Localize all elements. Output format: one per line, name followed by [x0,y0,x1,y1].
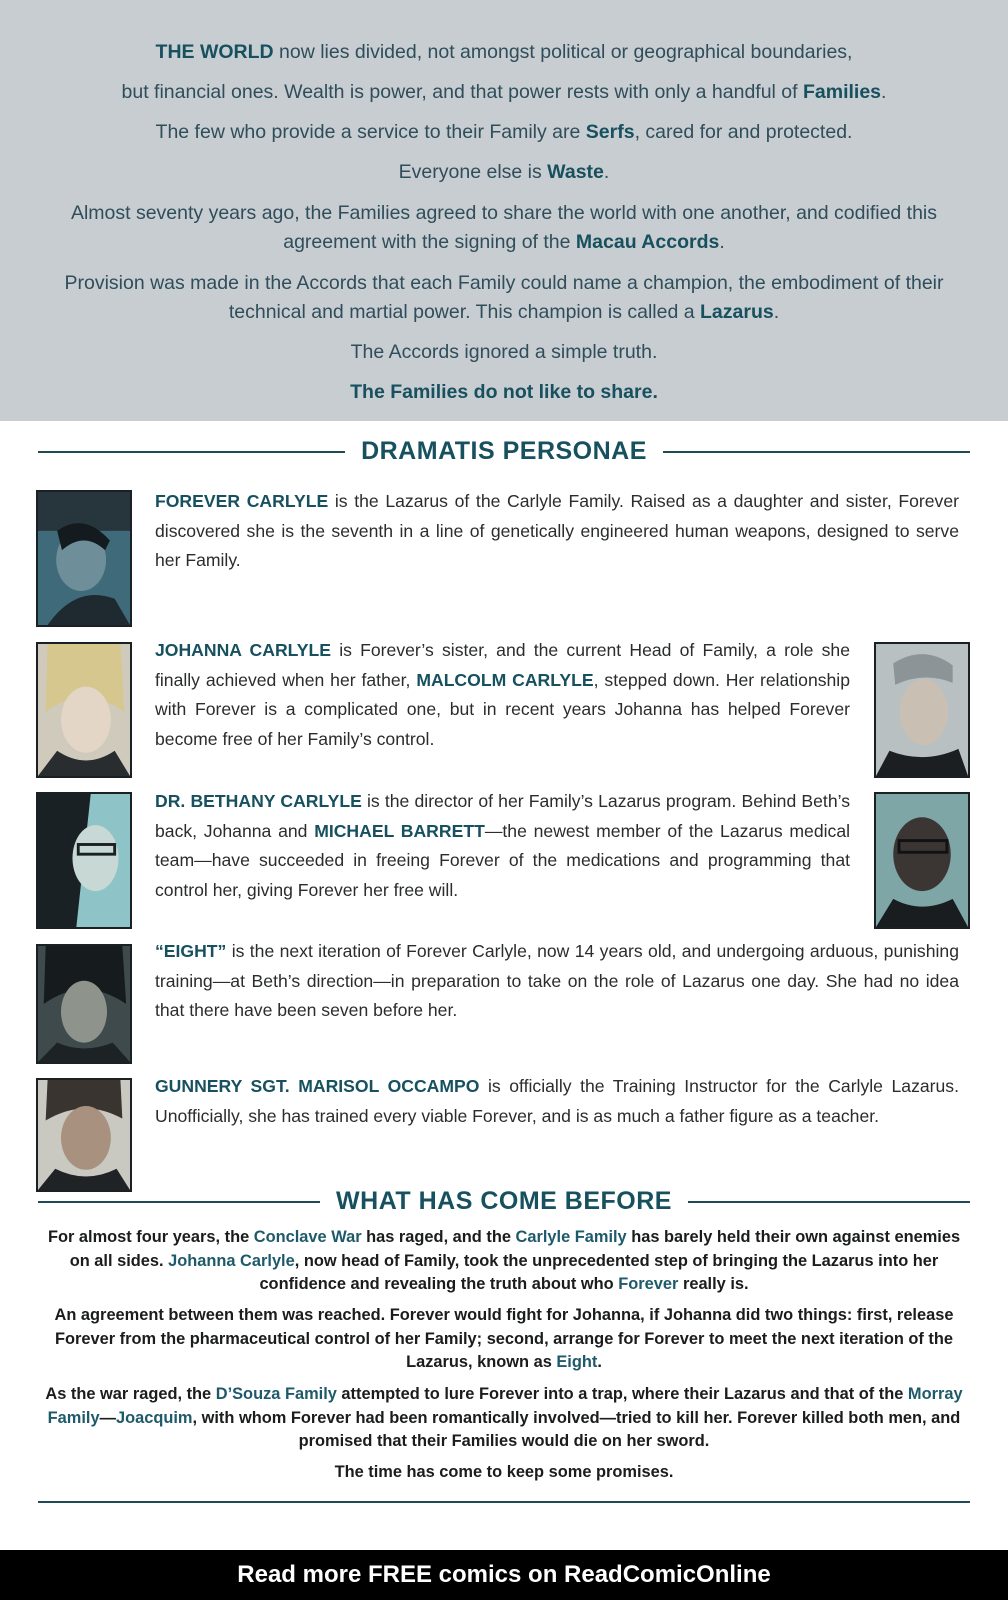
text-segment: has raged, and the [361,1228,516,1246]
text-segment: attempted to lure Forever into a trap, where their Lazarus and that of the [336,1385,908,1403]
recap-highlight: D’Souza Family [215,1385,337,1403]
world-keyword: Waste [547,161,604,183]
dramatis-personae-heading [38,437,970,466]
character-johanna-carlyle [155,636,850,754]
world-line [60,269,948,327]
portrait-johanna-carlyle [36,642,132,778]
world-line [60,158,948,187]
world-line [60,378,948,407]
recap-highlight: Carlyle Family [515,1228,627,1246]
world-keyword: The Families do not like to share. [350,381,658,403]
character-marisol-occampo [155,1072,959,1131]
text-segment: really is. [678,1275,749,1293]
bottom-rule [38,1501,970,1503]
world-intro-panel [0,0,1008,421]
heading-rule-right [688,1201,970,1203]
text-segment: is the next iteration of Forever Carlyle, now 14 years old, and undergoing arduous, punishing training—at Beth’s direction—in preparation to take on the role of Lazarus one day. She had no idea that there have been seven before her. [155,941,959,1020]
recap-highlight: Eight [556,1353,598,1371]
what-has-come-before-heading [38,1187,970,1216]
text-segment: Almost seventy years ago, the Families agreed to share the world with one another, and codified this agreement with the signing of the [70,202,938,253]
text-segment: Everyone else is [398,161,548,183]
text-segment: The few who provide a service to their Family are [155,121,586,143]
character-name: MALCOLM CARLYLE [416,669,594,690]
portrait-marisol-occampo [36,1078,132,1192]
text-segment: . [719,231,725,253]
portrait-michael-barrett [874,792,970,929]
text-segment: but financial ones. Wealth is power, and that power rests with only a handful of [121,81,803,103]
world-keyword: THE WORLD [155,41,274,63]
character-name: JOHANNA CARLYLE [155,640,332,660]
text-segment: —the newest member of the Lazarus medical team—have succeeded in freeing Forever of the medications and programming that control her, giving Forever her free will. [155,820,851,900]
text-segment: , stepped down. Her relationship with Forever is a complicated one, but in recent years Johanna has helped Forever become free of her Family’s control. [155,669,850,749]
recap-highlight: Conclave War [253,1228,362,1246]
world-line [60,338,948,367]
heading-rule-right [663,451,970,453]
text-segment: As the war raged, the [45,1385,216,1403]
heading-rule-left [38,451,345,453]
text-segment: For almost four years, the [47,1228,254,1246]
world-keyword: Families [802,81,882,103]
recap-highlight: Joacquim [116,1408,193,1427]
recap-paragraph [36,1383,972,1454]
text-segment: , cared for and protected. [634,121,853,143]
text-segment: The Accords ignored a simple truth. [350,341,658,363]
text-segment: — [99,1408,116,1427]
text-segment: is Forever’s sister, and the current Head of Family, a role she finally achieved when her father, [155,640,850,690]
heading-rule-left [38,1201,320,1203]
footer-banner[interactable]: Read more FREE comics on ReadComicOnline [0,1550,1008,1600]
text-segment: is the director of her Family’s Lazarus program. Behind Beth’s back, Johanna and [155,791,850,841]
portrait-eight [36,944,132,1064]
world-keyword: Macau Accords [575,231,720,253]
text-segment: An agreement between them was reached. Forever would fight for Johanna, if Johanna did two things: first, release Forever from the pharmaceutical control of her Family; second, arrange for Forever to meet the next iteration of the Lazarus, known as [54,1306,954,1371]
dramatis-personae-title: DRAMATIS PERSONAE [361,437,647,465]
character-bethany-carlyle [155,787,850,905]
portrait-forever-carlyle [36,490,132,627]
what-has-come-before-title: WHAT HAS COME BEFORE [336,1187,672,1215]
character-name: “EIGHT” [155,941,227,961]
world-keyword: Lazarus [700,301,774,323]
portrait-bethany-carlyle [36,792,132,929]
recap-paragraph [36,1304,972,1375]
world-line [60,199,948,257]
character-name: GUNNERY SGT. MARISOL OCCAMPO [155,1076,480,1096]
world-line [60,38,948,67]
character-eight [155,937,959,1026]
character-name: MICHAEL BARRETT [314,820,485,841]
recap-paragraph [36,1226,972,1297]
recap-highlight: Forever [618,1275,679,1293]
world-line [60,78,948,107]
text-segment: is officially the Training Instructor for the Carlyle Lazarus. Unofficially, she has trained every viable Forever, and is as much a father figure as a teacher. [155,1076,959,1126]
recap-paragraph [36,1461,972,1485]
text-segment: has barely held their own against enemies on all sides. [69,1228,961,1270]
text-segment: Provision was made in the Accords that each Family could name a champion, the embodiment of their technical and martial power. This champion is called a [64,272,944,323]
text-segment: , now head of Family, took the unprecedented step of bringing the Lazarus into her confidence and revealing the truth about who [259,1251,939,1293]
text-segment: , with whom Forever had been romantically involved—tried to kill her. Forever killed both men, and promised that their Families would die on her sword. [192,1408,961,1450]
character-name: DR. BETHANY CARLYLE [155,791,362,811]
text-segment: . [597,1353,602,1371]
recap-highlight: Morray Family [47,1385,963,1427]
character-name: FOREVER CARLYLE [155,491,329,511]
text-segment: . [773,301,780,323]
text-segment: . [881,81,887,103]
portrait-malcolm-carlyle [874,642,970,778]
world-line [60,118,948,147]
text-segment: is the Lazarus of the Carlyle Family. Raised as a daughter and sister, Forever discovered she is the seventh in a line of genetically engineered human weapons, designed to serve her Family. [155,491,959,570]
text-segment: now lies divided, not amongst political or geographical boundaries, [273,41,853,63]
text-segment: . [603,161,610,183]
text-segment: The time has come to keep some promises. [334,1463,674,1481]
character-forever-carlyle [155,487,959,576]
world-keyword: Serfs [585,121,635,143]
recap-highlight: Johanna Carlyle [168,1251,295,1270]
